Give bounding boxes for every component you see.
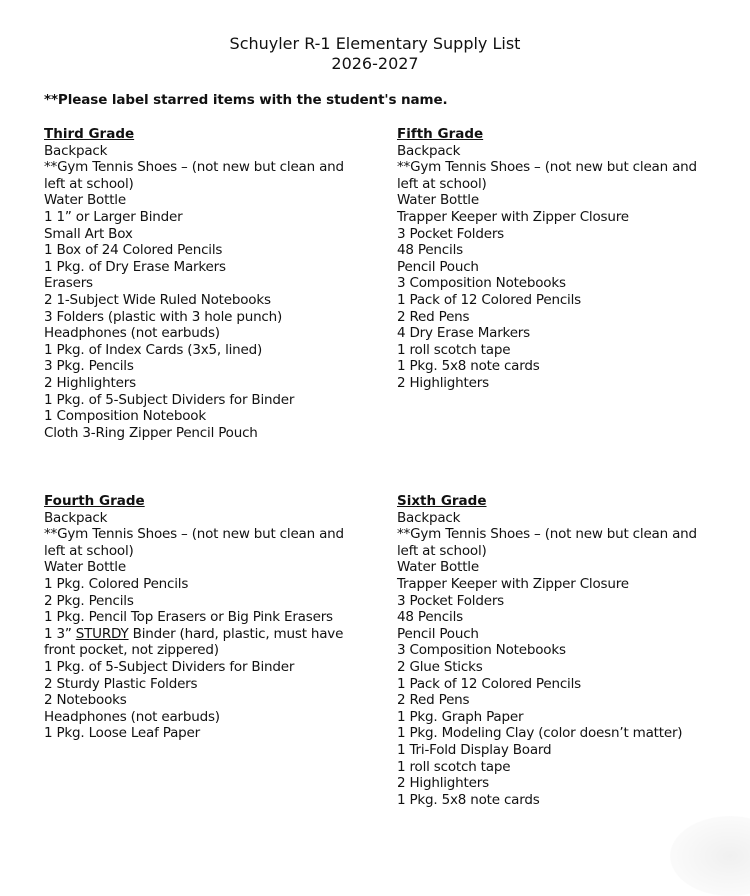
list-item: 2 Red Pens xyxy=(397,308,470,325)
list-item: Headphones (not earbuds) xyxy=(44,325,220,342)
list-item: Trapper Keeper with Zipper Closure xyxy=(397,575,629,592)
list-item: 1 Pkg. of Index Cards (3x5, lined) xyxy=(44,341,263,358)
list-item: **Gym Tennis Shoes – (not new but clean and left at school) xyxy=(44,159,344,192)
list-item: 3 Pkg. Pencils xyxy=(44,358,134,375)
list-item: 2 Glue Sticks xyxy=(397,658,483,675)
section-heading: Sixth Grade xyxy=(397,493,487,509)
page-curl-shadow xyxy=(670,816,750,896)
list-item: 1 Box of 24 Colored Pencils xyxy=(44,242,223,259)
binder-size: 1 3” xyxy=(44,625,76,642)
label-instruction-note: **Please label starred items with the student's name. xyxy=(44,92,448,108)
supply-list xyxy=(397,143,717,392)
list-item: 1 Tri-Fold Display Board xyxy=(397,741,552,758)
section-heading: Third Grade xyxy=(44,126,135,142)
list-item: 1 Pkg. of 5-Subject Dividers for Binder xyxy=(44,391,295,408)
list-item: 2 Highlighters xyxy=(397,775,489,792)
list-item: Backpack xyxy=(44,142,108,159)
list-item: Water Bottle xyxy=(397,192,479,209)
list-item: 2 Red Pens xyxy=(397,692,470,709)
list-item: **Gym Tennis Shoes – (not new but clean and left at school) xyxy=(397,526,697,559)
list-item: 4 Dry Erase Markers xyxy=(397,325,530,342)
list-item: 1 Pkg. Pencil Top Erasers or Big Pink Erasers xyxy=(44,609,333,626)
list-item: 1 Pkg. 5x8 note cards xyxy=(397,791,540,808)
list-item: Water Bottle xyxy=(397,559,479,576)
list-item: **Gym Tennis Shoes – (not new but clean and left at school) xyxy=(44,526,344,559)
section-fifth-grade xyxy=(397,126,717,392)
list-item: 3 Folders (plastic with 3 hole punch) xyxy=(44,308,283,325)
list-item: Headphones (not earbuds) xyxy=(44,708,220,725)
section-heading: Fifth Grade xyxy=(397,126,484,142)
list-item: **Gym Tennis Shoes – (not new but clean and left at school) xyxy=(397,159,697,192)
list-item: 1 Pkg. Loose Leaf Paper xyxy=(44,725,200,742)
school-year: 2026-2027 xyxy=(331,54,419,73)
list-item: 2 1-Subject Wide Ruled Notebooks xyxy=(44,291,271,308)
list-item: 1 Pkg. Colored Pencils xyxy=(44,575,189,592)
list-item: Trapper Keeper with Zipper Closure xyxy=(397,208,629,225)
list-item: 3 Composition Notebooks xyxy=(397,642,566,659)
list-item: Erasers xyxy=(44,275,93,292)
section-sixth-grade xyxy=(397,493,717,808)
section-heading: Fourth Grade xyxy=(44,493,145,509)
page-title: Schuyler R-1 Elementary Supply List xyxy=(229,34,521,53)
list-item: Small Art Box xyxy=(44,225,133,242)
list-item: Backpack xyxy=(44,509,108,526)
list-item: Water Bottle xyxy=(44,192,126,209)
supply-list xyxy=(44,143,364,442)
list-item: Cloth 3-Ring Zipper Pencil Pouch xyxy=(44,424,258,441)
binder-details: Binder (hard, plastic, must have front pocket, not zippered) xyxy=(44,625,344,659)
list-item: 1 Pack of 12 Colored Pencils xyxy=(397,675,581,692)
list-item: 1 Pkg. 5x8 note cards xyxy=(397,358,540,375)
list-item: 2 Sturdy Plastic Folders xyxy=(44,675,198,692)
supply-list xyxy=(397,510,717,809)
list-item: Water Bottle xyxy=(44,559,126,576)
list-item: Pencil Pouch xyxy=(397,258,479,275)
list-item: 2 Highlighters xyxy=(397,374,489,391)
list-item: Backpack xyxy=(397,509,461,526)
list-item: 1 Pkg. Graph Paper xyxy=(397,708,524,725)
list-item: 1 Composition Notebook xyxy=(44,408,206,425)
list-item: 1 Pkg. of 5-Subject Dividers for Binder xyxy=(44,658,295,675)
list-item: 1 Pack of 12 Colored Pencils xyxy=(397,291,581,308)
list-item: 2 Pkg. Pencils xyxy=(44,592,134,609)
list-item: 1 Pkg. of Dry Erase Markers xyxy=(44,258,226,275)
list-item: 48 Pencils xyxy=(397,609,463,626)
list-item: Backpack xyxy=(397,142,461,159)
list-item: 1 Pkg. Modeling Clay (color doesn’t matter) xyxy=(397,725,683,742)
list-item: Pencil Pouch xyxy=(397,625,479,642)
list-item: 3 Pocket Folders xyxy=(397,592,505,609)
list-item: 2 Notebooks xyxy=(44,692,127,709)
list-item xyxy=(44,626,364,659)
list-item: 2 Highlighters xyxy=(44,374,136,391)
supply-list xyxy=(44,510,364,742)
list-item: 3 Pocket Folders xyxy=(397,225,505,242)
list-item: 48 Pencils xyxy=(397,242,463,259)
sturdy-emphasis: STURDY xyxy=(75,625,129,642)
section-fourth-grade xyxy=(44,493,364,742)
list-item: 1 1” or Larger Binder xyxy=(44,208,183,225)
list-item: 3 Composition Notebooks xyxy=(397,275,566,292)
section-third-grade xyxy=(44,126,364,441)
list-item: 1 roll scotch tape xyxy=(397,758,511,775)
list-item: 1 roll scotch tape xyxy=(397,341,511,358)
